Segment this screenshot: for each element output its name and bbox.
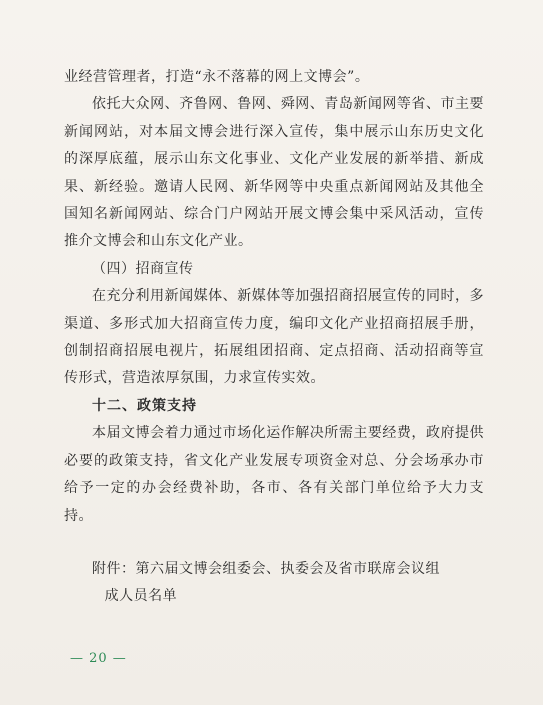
paragraph-online-promotion: 依托大众网、齐鲁网、鲁网、舜网、青岛新闻网等省、市主要新闻网站，对本届文博会进行深入宣传，集中展示山东历史文化的深厚底蕴，展示山东文化事业、文化产业发展的新举措、新成果、新经验。邀请人民网、新华网等中央重点新闻网站及其他全国知名新闻网站、综合门户网站开展文博会集中采风活动，宣传推介文博会和山东文化产业。 <box>64 96 484 250</box>
section-heading-investment-promotion: （四）招商宣传 <box>92 260 194 277</box>
attachment-note <box>64 556 484 611</box>
paragraph-continuation: 业经营管理者，打造“永不落幕的网上文博会”。 <box>64 69 370 85</box>
paragraph-policy-support: 本届文博会着力通过市场化运作解决所需主要经费，政府提供必要的政策支持，省文化产业发展专项资金对总、分会场承办市给予一定的办会经费补助，各市、各有关部门单位给予大力支持。 <box>64 425 484 524</box>
section-heading-policy-support: 十二、政策支持 <box>92 397 197 414</box>
attachment-line-1: 附件：第六届文博会组委会、执委会及省市联席会议组 <box>92 560 440 577</box>
attachment-line-2: 成人员名单 <box>104 588 178 605</box>
paragraph-investment-promotion: 在充分利用新闻媒体、新媒体等加强招商招展宣传的同时，多渠道、多形式加大招商宣传力度，编印文化产业招商招展手册，创制招商招展电视片，拓展组团招商、定点招商、活动招商等宣传形式，营造浓厚氛围，力求宣传实效。 <box>64 288 484 387</box>
page-number: — 20 — <box>70 651 127 666</box>
document-body <box>64 64 484 611</box>
